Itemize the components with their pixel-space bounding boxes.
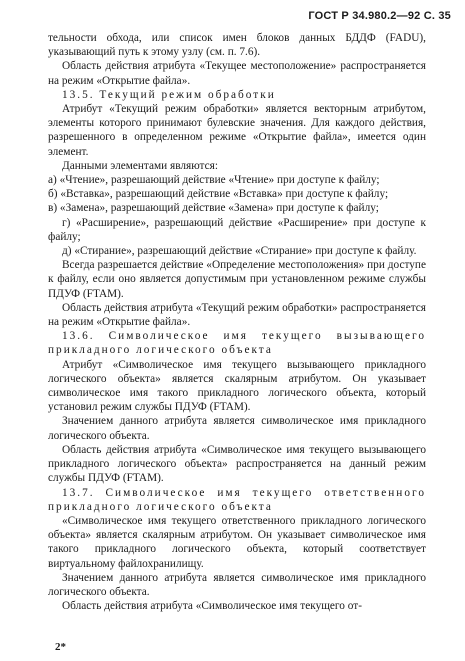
paragraph: Значением данного атрибута является символическое имя прикладного логического объекта.: [48, 571, 426, 598]
paragraph: тельности обхода, или список имен блоков данных БДДФ (FADU), указывающий путь к этому узлу (см. п. 7.6).: [48, 32, 426, 59]
paragraph: г) «Расширение», разрешающий действие «Расширение» при доступе к файлу;: [48, 216, 426, 243]
paragraph: Атрибут «Текущий режим обработки» является векторным атрибутом, элементы которого принимают булевские значения. Для каждого действия, разрешенного в определенном режиме «Открытие файла», имеется один элемент.: [48, 103, 426, 158]
section-heading: 13.6. Символическое имя текущего вызывающего прикладного логического объекта: [48, 330, 426, 357]
paragraph: Область действия атрибута «Символическое имя текущего вызывающего прикладного логического объекта» распространяется на данный режим службы ПДУФ (FTAM).: [48, 443, 426, 485]
section-heading: 13.7. Символическое имя текущего ответственного прикладного логического объекта: [48, 486, 426, 513]
running-header: ГОСТ Р 34.980.2—92 С. 35: [308, 10, 451, 22]
document-body: [48, 31, 426, 613]
section-heading: 13.5. Текущий режим обработки: [62, 88, 276, 101]
paragraph: Атрибут «Символическое имя текущего вызывающего прикладного логического объекта» является скалярным атрибутом. Он указывает символическое имя такого прикладного логического объекта, который установил режим службы ПДУФ (FTAM).: [48, 358, 426, 414]
paragraph: д) «Стирание», разрешающий действие «Стирание» при доступе к файлу.: [62, 245, 417, 258]
paragraph: Область действия атрибута «Текущий режим обработки» распространяется на режим «Открытие файла».: [48, 301, 426, 329]
paragraph: а) «Чтение», разрешающий действие «Чтение» при доступе к файлу;: [48, 174, 380, 187]
paragraph: «Символическое имя текущего ответственного прикладного логического объекта» является скалярным атрибутом. Он указывает символическое имя такого прикладного логического объекта, который соответствует виртуальному файлохранилищу.: [48, 514, 426, 570]
paragraph: Область действия атрибута «Символическое имя текущего от-: [62, 600, 362, 613]
paragraph: в) «Замена», разрешающий действие «Замена» при доступе к файлу;: [48, 202, 379, 215]
paragraph: Область действия атрибута «Текущее местоположение» распространяется на режим «Открытие файла».: [48, 60, 426, 87]
signature-mark: 2*: [55, 641, 66, 653]
paragraph: б) «Вставка», разрешающий действие «Вставка» при доступе к файлу;: [48, 188, 389, 201]
paragraph: Данными элементами являются:: [62, 159, 218, 172]
paragraph: Значением данного атрибута является символическое имя прикладного логического объекта.: [48, 415, 426, 442]
paragraph: Всегда разрешается действие «Определение местоположения» при доступе к файлу, если оно является допустимым при установленном режиме службы ПДУФ (FTAM).: [48, 259, 426, 300]
